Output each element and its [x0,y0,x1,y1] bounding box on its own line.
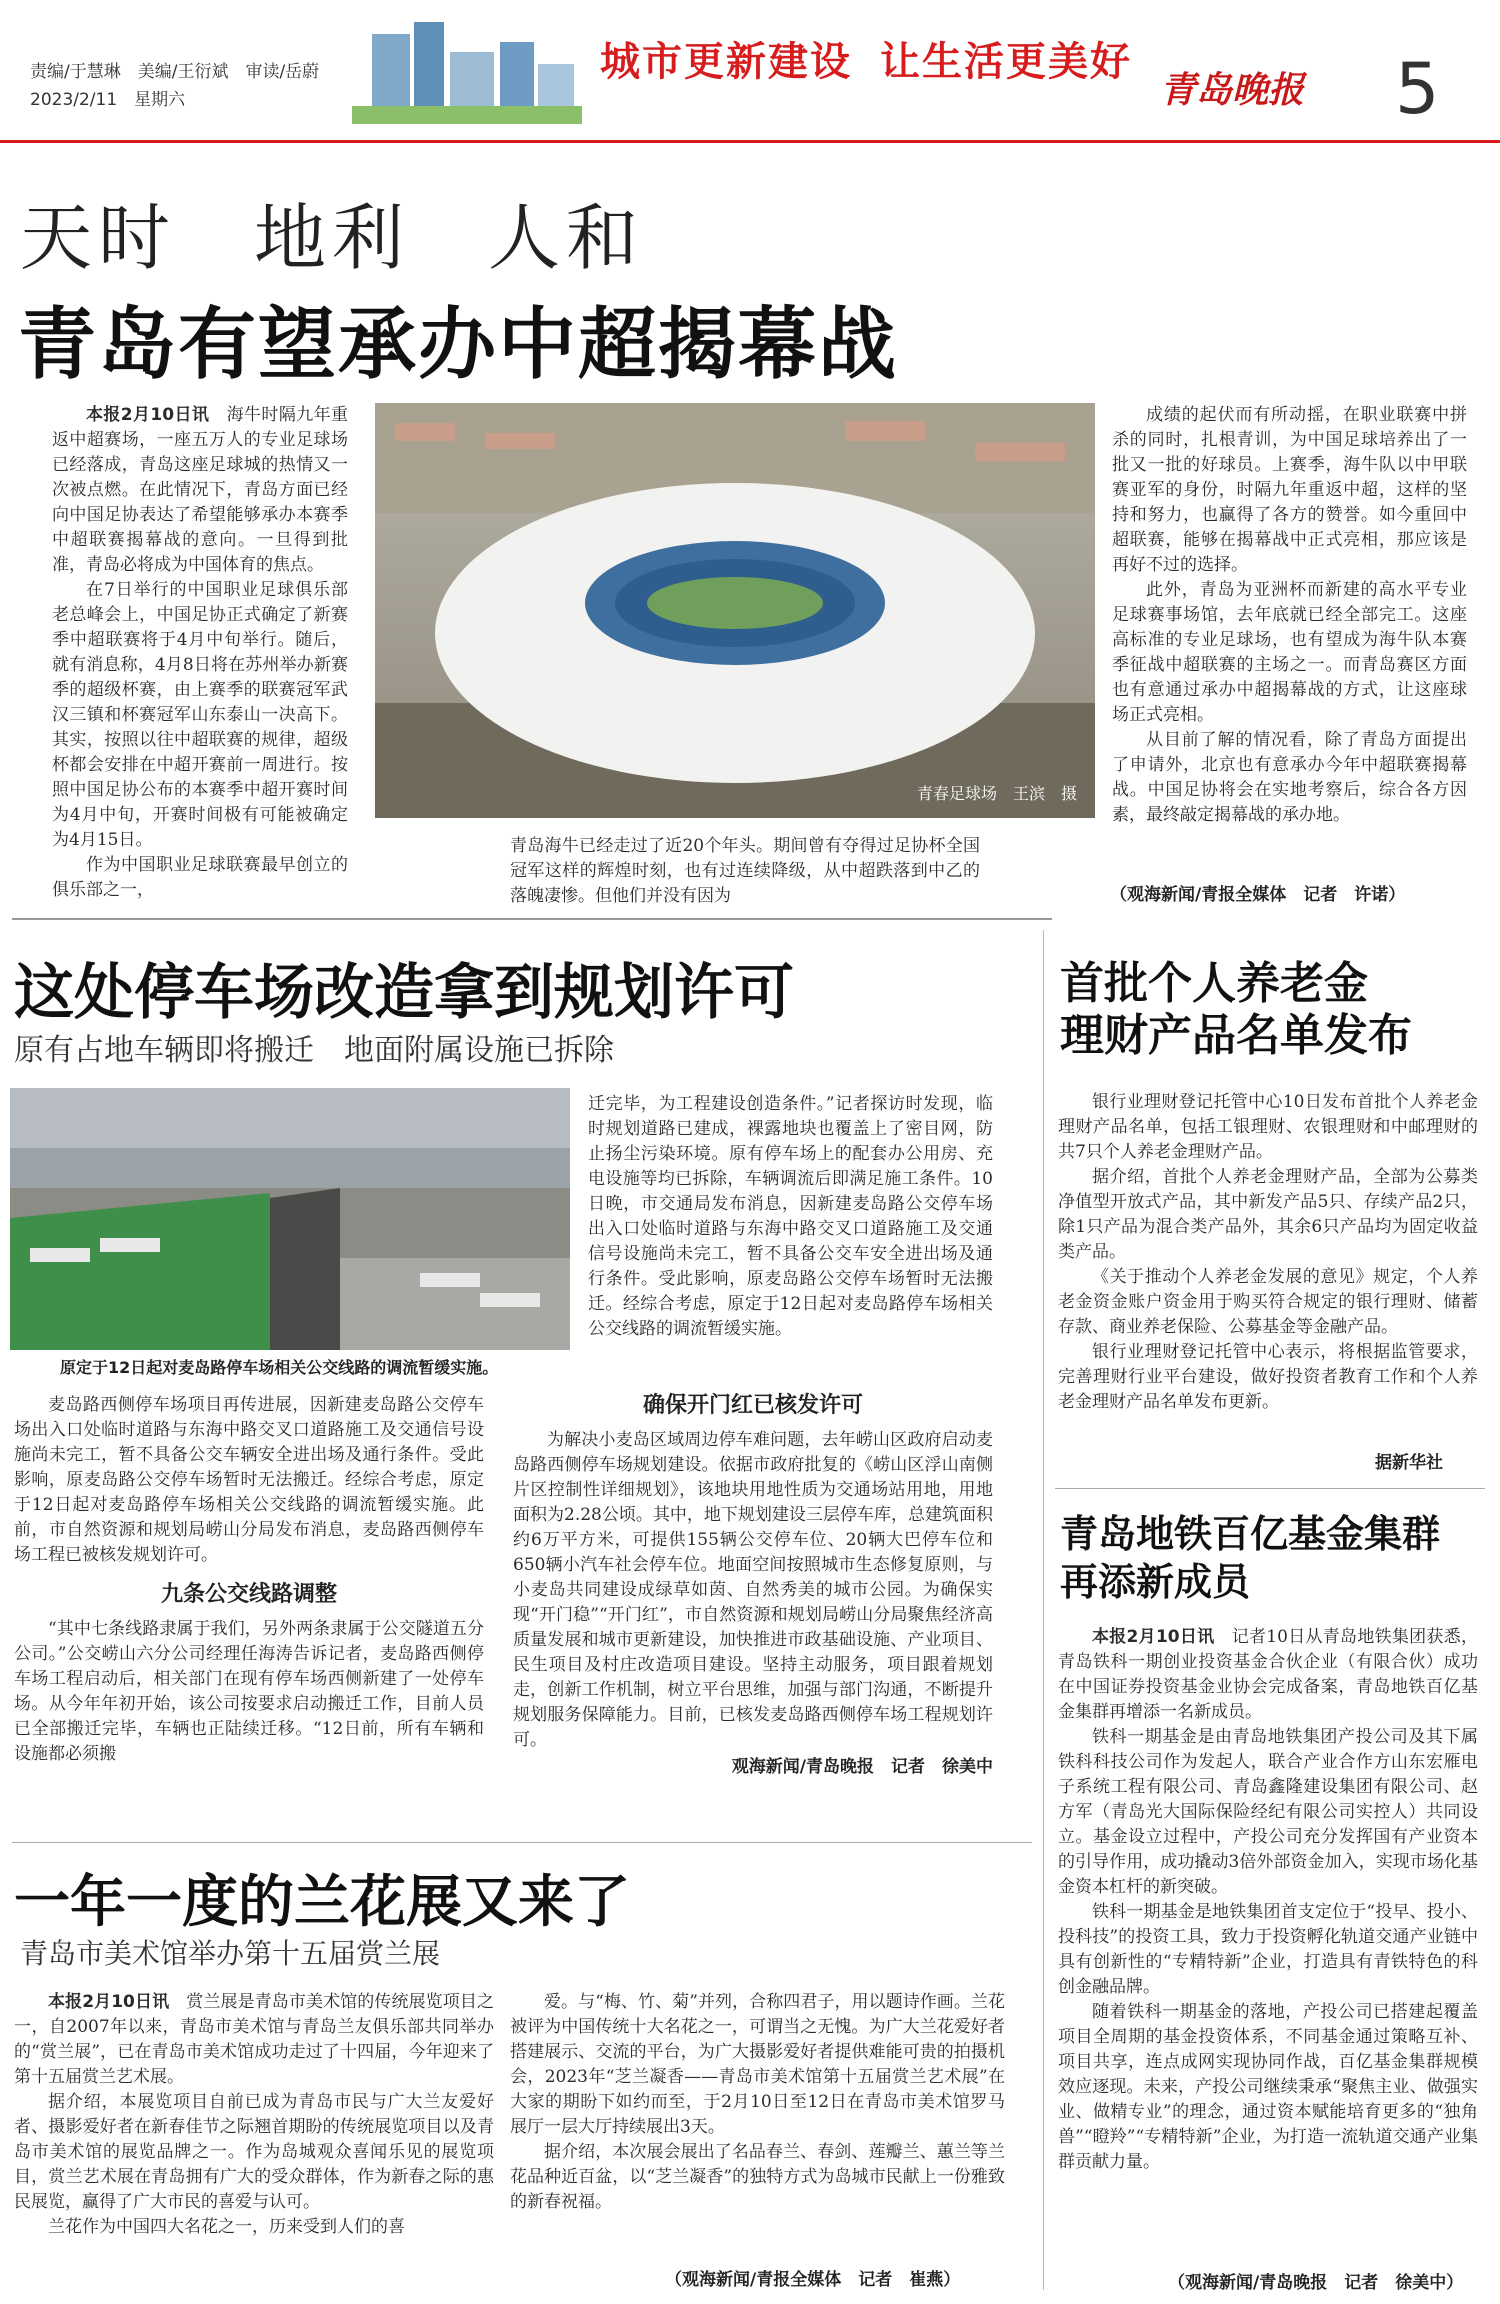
pension-body [1058,1090,1478,1415]
metro-paragraph-text: 记者10日从青岛地铁集团获悉，青岛铁科一期创业投资基金合伙企业（有限合伙）成功在中国证券投资基金业协会完成备案，青岛地铁百亿基金集群再增添一名新成员。 [1058,1627,1478,1722]
pension-headline-line-1: 首批个人养老金 [1060,958,1368,1009]
dateline: 本报2月10日讯 [1092,1627,1215,1647]
lead-credit: （观海新闻/青报全媒体 记者 许诺） [1110,885,1406,905]
orchid-column-1 [14,1990,494,2240]
lead-paragraph-text: 此外，青岛为亚洲杯而新建的高水平专业足球赛事场馆，去年底就已经全部完工。这座高标准的专业足球场，也有望成为海牛队本赛季征战中超联赛的主场之一。而青岛赛区方面也有意通过承办中超揭幕战的方式，让这座球场正式亮相。 [1112,580,1467,725]
lead-kicker: 天时 地利 人和 [20,196,645,280]
orchid-headline: 一年一度的兰花展又来了 [14,1870,630,1935]
parking-subheadline: 原有占地车辆即将搬迁 地面附属设施已拆除 [14,1033,614,1068]
metro-headline-line-2: 再添新成员 [1060,1560,1251,1604]
orchid-paragraph [14,2090,494,2215]
metro-paragraph-text: 铁科一期基金是地铁集团首支定位于“投早、投小、投科技”的投资工具，致力于投资孵化轨道交通产业链中具有创新性的“专精特新”企业，打造具有青铁特色的科创金融品牌。 [1058,1902,1478,1997]
parking-headline: 这处停车场改造拿到规划许可 [14,958,794,1028]
lead-column-1 [52,403,348,903]
pension-paragraph-text: 银行业理财登记托管中心表示，将根据监管要求，完善理财行业平台建设，做好投资者教育工作和个人养老金理财产品名单发布更新。 [1058,1342,1478,1412]
parking-photo-caption: 原定于12日起对麦岛路停车场相关公交线路的调流暂缓实施。 [60,1358,499,1377]
parking-column-1 [14,1393,484,1767]
metro-body [1058,1625,1478,2175]
pension-paragraph [1058,1090,1478,1165]
orchid-paragraph-text: 赏兰展是青岛市美术馆的传统展览项目之一，自2007年以来，青岛市美术馆与青岛兰友俱乐部共同举办的“赏兰展”，已在青岛市美术馆成功走过了十四届，今年迎来了第十五届赏兰艺术展。 [14,1992,494,2087]
parking-intro-paragraph: 麦岛路西侧停车场项目再传进展，因新建麦岛路公交停车场出入口处临时道路与东海中路交叉口道路施工及交通信号设施尚未完工，暂不具备公交车辆安全进出场及通行条件。受此影响，原麦岛路公交停车场暂时无法搬迁。经综合考虑，原定于12日起对麦岛路停车场相关公交线路的调流暂缓实施。此前，市自然资源和规划局崂山分局发布消息，麦岛路西侧停车场工程已被核发规划许可。 [14,1395,484,1565]
masthead-info [30,58,319,114]
lead-paragraph [52,578,348,853]
parking-section-1-title: 九条公交线路调整 [160,1582,337,1607]
orchid-paragraph-text: 据介绍，本次展会展出了名品春兰、春剑、莲瓣兰、蕙兰等兰花品种近百盆，以“芝兰凝香”的独特方式为岛城市民献上一份雅致的新春祝福。 [510,2142,1005,2212]
pension-credit: 据新华社 [1375,1453,1443,1473]
lead-paragraph [1112,728,1467,828]
parking-right-paragraph: 迁完毕，为工程建设创造条件。”记者探访时发现，临时规划道路已建成，裸露地块也覆盖上了密目网，防止扬尘污染环境。原有停车场上的配套办公用房、充电设施等均已拆除，车辆调流后即满足施工条件。10日晚，市交通局发布消息，因新建麦岛路公交停车场出入口处临时道路与东海中路交叉口道路施工及交通信号设施尚未完工，暂不具备公交车安全进出场及通行条件。受此影响，原麦岛路公交停车场暂时无法搬迁。经综合考虑，原定于12日起对麦岛路停车场相关公交线路的调流暂缓实施。 [588,1094,993,1339]
pension-paragraph-text: 《关于推动个人养老金发展的意见》规定，个人养老金资金账户资金用于购买符合规定的银行理财、储蓄存款、商业养老保险、公募基金等金融产品。 [1058,1267,1478,1337]
pension-paragraph-text: 银行业理财登记托管中心10日发布首批个人养老金理财产品名单，包括工银理财、农银理财和中邮理财的共7只个人养老金理财产品。 [1058,1092,1478,1162]
pension-paragraph [1058,1340,1478,1415]
orchid-credit: （观海新闻/青报全媒体 记者 崔燕） [665,2270,961,2290]
pension-paragraph [1058,1265,1478,1340]
header-divider [0,140,1500,143]
orchid-paragraph [510,2140,1005,2215]
parking-section-2-paragraph: 为解决小麦岛区域周边停车难问题，去年崂山区政府启动麦岛路西侧停车场规划建设。依据市政府批复的《崂山区浮山南侧片区控制性详细规划》，该地块用地性质为交通场站用地，用地面积为2.28公顷。其中，地下规划建设三层停车库，总建筑面积约6万平方米，可提供155辆公交停车位、20辆大巴停车位和650辆小汽车社会停车位。地面空间按照城市生态修复原则，与小麦岛共同建设成绿草如茵、自然秀美的城市公园。为确保实现“开门稳”“开门红”，市自然资源和规划局崂山分局聚焦经济高质量发展和城市更新建设，加快推进市政基础设施、产业项目、民生项目及村庄改造项目建设。坚持主动服务，项目跟着规划走，创新工作机制，树立平台思维，加强与部门沟通，不断提升规划服务保障能力。目前，已核发麦岛路西侧停车场工程规划许可。 [513,1430,993,1750]
lead-bottom-divider [12,918,1052,920]
orchid-paragraph [510,1990,1005,2140]
metro-paragraph-text: 随着铁科一期基金的落地，产投公司已搭建起覆盖项目全周期的基金投资体系，不同基金通过策略互补、项目共享，连点成网实现协同作战，百亿基金集群规模效应逐现。未来，产投公司继续秉承“聚焦主业、做强实业、做精专业”的理念，通过资本赋能培育更多的“独角兽”“瞪羚”“专精特新”企业，为打造一流轨道交通产业集群贡献力量。 [1058,2002,1478,2172]
lead-paragraph-text: 作为中国职业足球联赛最早创立的俱乐部之一， [52,855,348,900]
orchid-paragraph-text: 据介绍，本展览项目自前已成为青岛市民与广大兰友爱好者、摄影爱好者在新春佳节之际翘首期盼的传统展览项目以及青岛市美术馆的展览品牌之一。作为岛城观众喜闻乐见的展览项目，赏兰艺术展在青岛拥有广大的受众群体，作为新春之际的惠民展览，赢得了广大市民的喜爱与认可。 [14,2092,494,2212]
page-number: 5 [1395,48,1440,130]
dateline: 本报2月10日讯 [48,1992,170,2012]
lead-under-photo-text [510,834,980,909]
pension-headline-line-2: 理财产品名单发布 [1060,1010,1412,1061]
newspaper-logo: 青岛晚报 [1160,69,1305,111]
metro-headline [1060,1510,1440,1606]
pension-paragraph [1058,1165,1478,1265]
orchid-paragraph-text: 爱。与“梅、竹、菊”并列，合称四君子，用以题诗作画。兰花被评为中国传统十大名花之一，可谓当之无愧。为广大兰花爱好者搭建展示、交流的平台，为广大摄影爱好者提供难能可贵的拍摄机会，2023年“芝兰凝香——青岛市美术馆第十五届赏兰艺术展”在大家的期盼下如约而至，于2月10日至12日在青岛市美术馆罗马展厅一层大厅持续展出3天。 [510,1992,1005,2137]
parking-column-2 [513,1393,993,1780]
orchid-subheadline: 青岛市美术馆举办第十五届赏兰展 [20,1937,441,1970]
lead-headline: 青岛有望承办中超揭幕战 [18,300,899,390]
metro-paragraph [1058,1625,1478,1725]
pension-headline [1060,958,1412,1062]
lead-paragraph-text: 成绩的起伏而有所动摇，在职业联赛中拼杀的同时，扎根青训，为中国足球培养出了一批又一批的好球员。上赛季，海牛队以中甲联赛亚军的身份，时隔九年重返中超，这样的坚持和努力，也赢得了各方的赞誉。如今重回中超联赛，能够在揭幕战中正式亮相，那应该是再好不过的选择。 [1112,405,1467,575]
lead-paragraph [52,403,348,578]
slogan-part-b: 让生活更美好 [880,39,1132,85]
orchid-paragraph [14,1990,494,2090]
pension-bottom-divider [1055,1488,1485,1489]
lead-paragraph [1112,403,1467,578]
editor-credits: 责编/于慧琳 美编/王衍斌 审读/岳蔚 [30,62,320,82]
metro-credit: （观海新闻/青岛晚报 记者 徐美中） [1168,2273,1464,2293]
orchid-paragraph-text: 兰花作为中国四大名花之一，历来受到人们的喜 [48,2217,405,2237]
dateline: 本报2月10日讯 [86,405,210,425]
orchid-paragraph [14,2215,494,2240]
stadium-photo [375,403,1095,818]
lead-column-3 [1112,403,1467,828]
parking-section-2-title: 确保开门红已核发许可 [642,1393,863,1418]
page-slogan [600,30,1160,87]
lead-paragraph [52,853,348,903]
slogan-part-a: 城市更新建设 [600,39,852,85]
lead-paragraph [1112,578,1467,728]
lead-paragraph-text: 从目前了解的情况看，除了青岛方面提出了申请外，北京也有意承办今年中超联赛揭幕战。中国足协将会在实地考察后，综合各方因素，最终敲定揭幕战的承办地。 [1112,730,1467,825]
lead-under-photo-paragraph: 青岛海牛已经走过了近20个年头。期间曾有夺得过足协杯全国冠军这样的辉煌时刻，也有过连续降级，从中超跌落到中乙的落魄凄惨。但他们并没有因为 [510,836,980,906]
building-illustration [352,14,582,124]
lead-paragraph-text: 海牛时隔九年重返中超赛场，一座五万人的专业足球场已经落成，青岛这座足球城的热情又一次被点燃。在此情况下，青岛方面已经向中国足协表达了希望能够承办本赛季中超联赛揭幕战的意向。一旦得到批准，青岛必将成为中国体育的焦点。 [52,405,348,575]
parking-section-1-paragraph: “其中七条线路隶属于我们，另外两条隶属于公交隧道五分公司。”公交崂山六分公司经理任海涛告诉记者，麦岛路西侧停车场工程启动后，相关部门在现有停车场西侧新建了一处停车场。从今年年初开始，该公司按要求启动搬迁工作，目前人员已全部搬迁完毕，车辆也正陆续迁移。“12日前，所有车辆和设施都必须搬 [14,1619,484,1764]
parking-bottom-divider [12,1842,1032,1843]
pension-paragraph-text: 据介绍，首批个人养老金理财产品，全部为公募类净值型开放式产品，其中新发产品5只、存续产品2只，除1只产品为混合类产品外，其余6只产品均为固定收益类产品。 [1058,1167,1478,1262]
metro-paragraph [1058,2000,1478,2175]
metro-paragraph [1058,1725,1478,1900]
parking-right-of-photo [588,1092,993,1342]
issue-date: 2023/2/11 星期六 [30,90,186,110]
metro-headline-line-1: 青岛地铁百亿基金集群 [1060,1512,1441,1556]
stadium-photo-caption: 青春足球场 王滨 摄 [916,784,1077,803]
right-column-divider [1043,930,1044,2290]
metro-paragraph-text: 铁科一期基金是由青岛地铁集团产投公司及其下属铁科科技公司作为发起人，联合产业合作方山东宏雁电子系统工程有限公司、青岛鑫隆建设集团有限公司、赵方军（青岛光大国际保险经纪有限公司实控人）共同设立。基金设立过程中，产投公司充分发挥国有产业资本的引导作用，成功撬动3倍外部资金加入，实现市场化基金资本杠杆的新突破。 [1058,1727,1478,1897]
orchid-column-2 [510,1990,1005,2215]
lead-paragraph-text: 在7日举行的中国职业足球俱乐部老总峰会上，中国足协正式确定了新赛季中超联赛将于4月中旬举行。随后，就有消息称，4月8日将在苏州举办新赛季的超级杯赛，由上赛季的联赛冠军武汉三镇和杯赛冠军山东泰山一决高下。其实，按照以往中超联赛的规律，超级杯都会安排在中超开赛前一周进行。按照中国足协公布的本赛季中超开赛时间为4月中旬，开赛时间极有可能被确定为4月15日。 [52,580,348,850]
parking-photo [10,1088,570,1350]
parking-credit: 观海新闻/青岛晚报 记者 徐美中 [731,1757,993,1777]
metro-paragraph [1058,1900,1478,2000]
